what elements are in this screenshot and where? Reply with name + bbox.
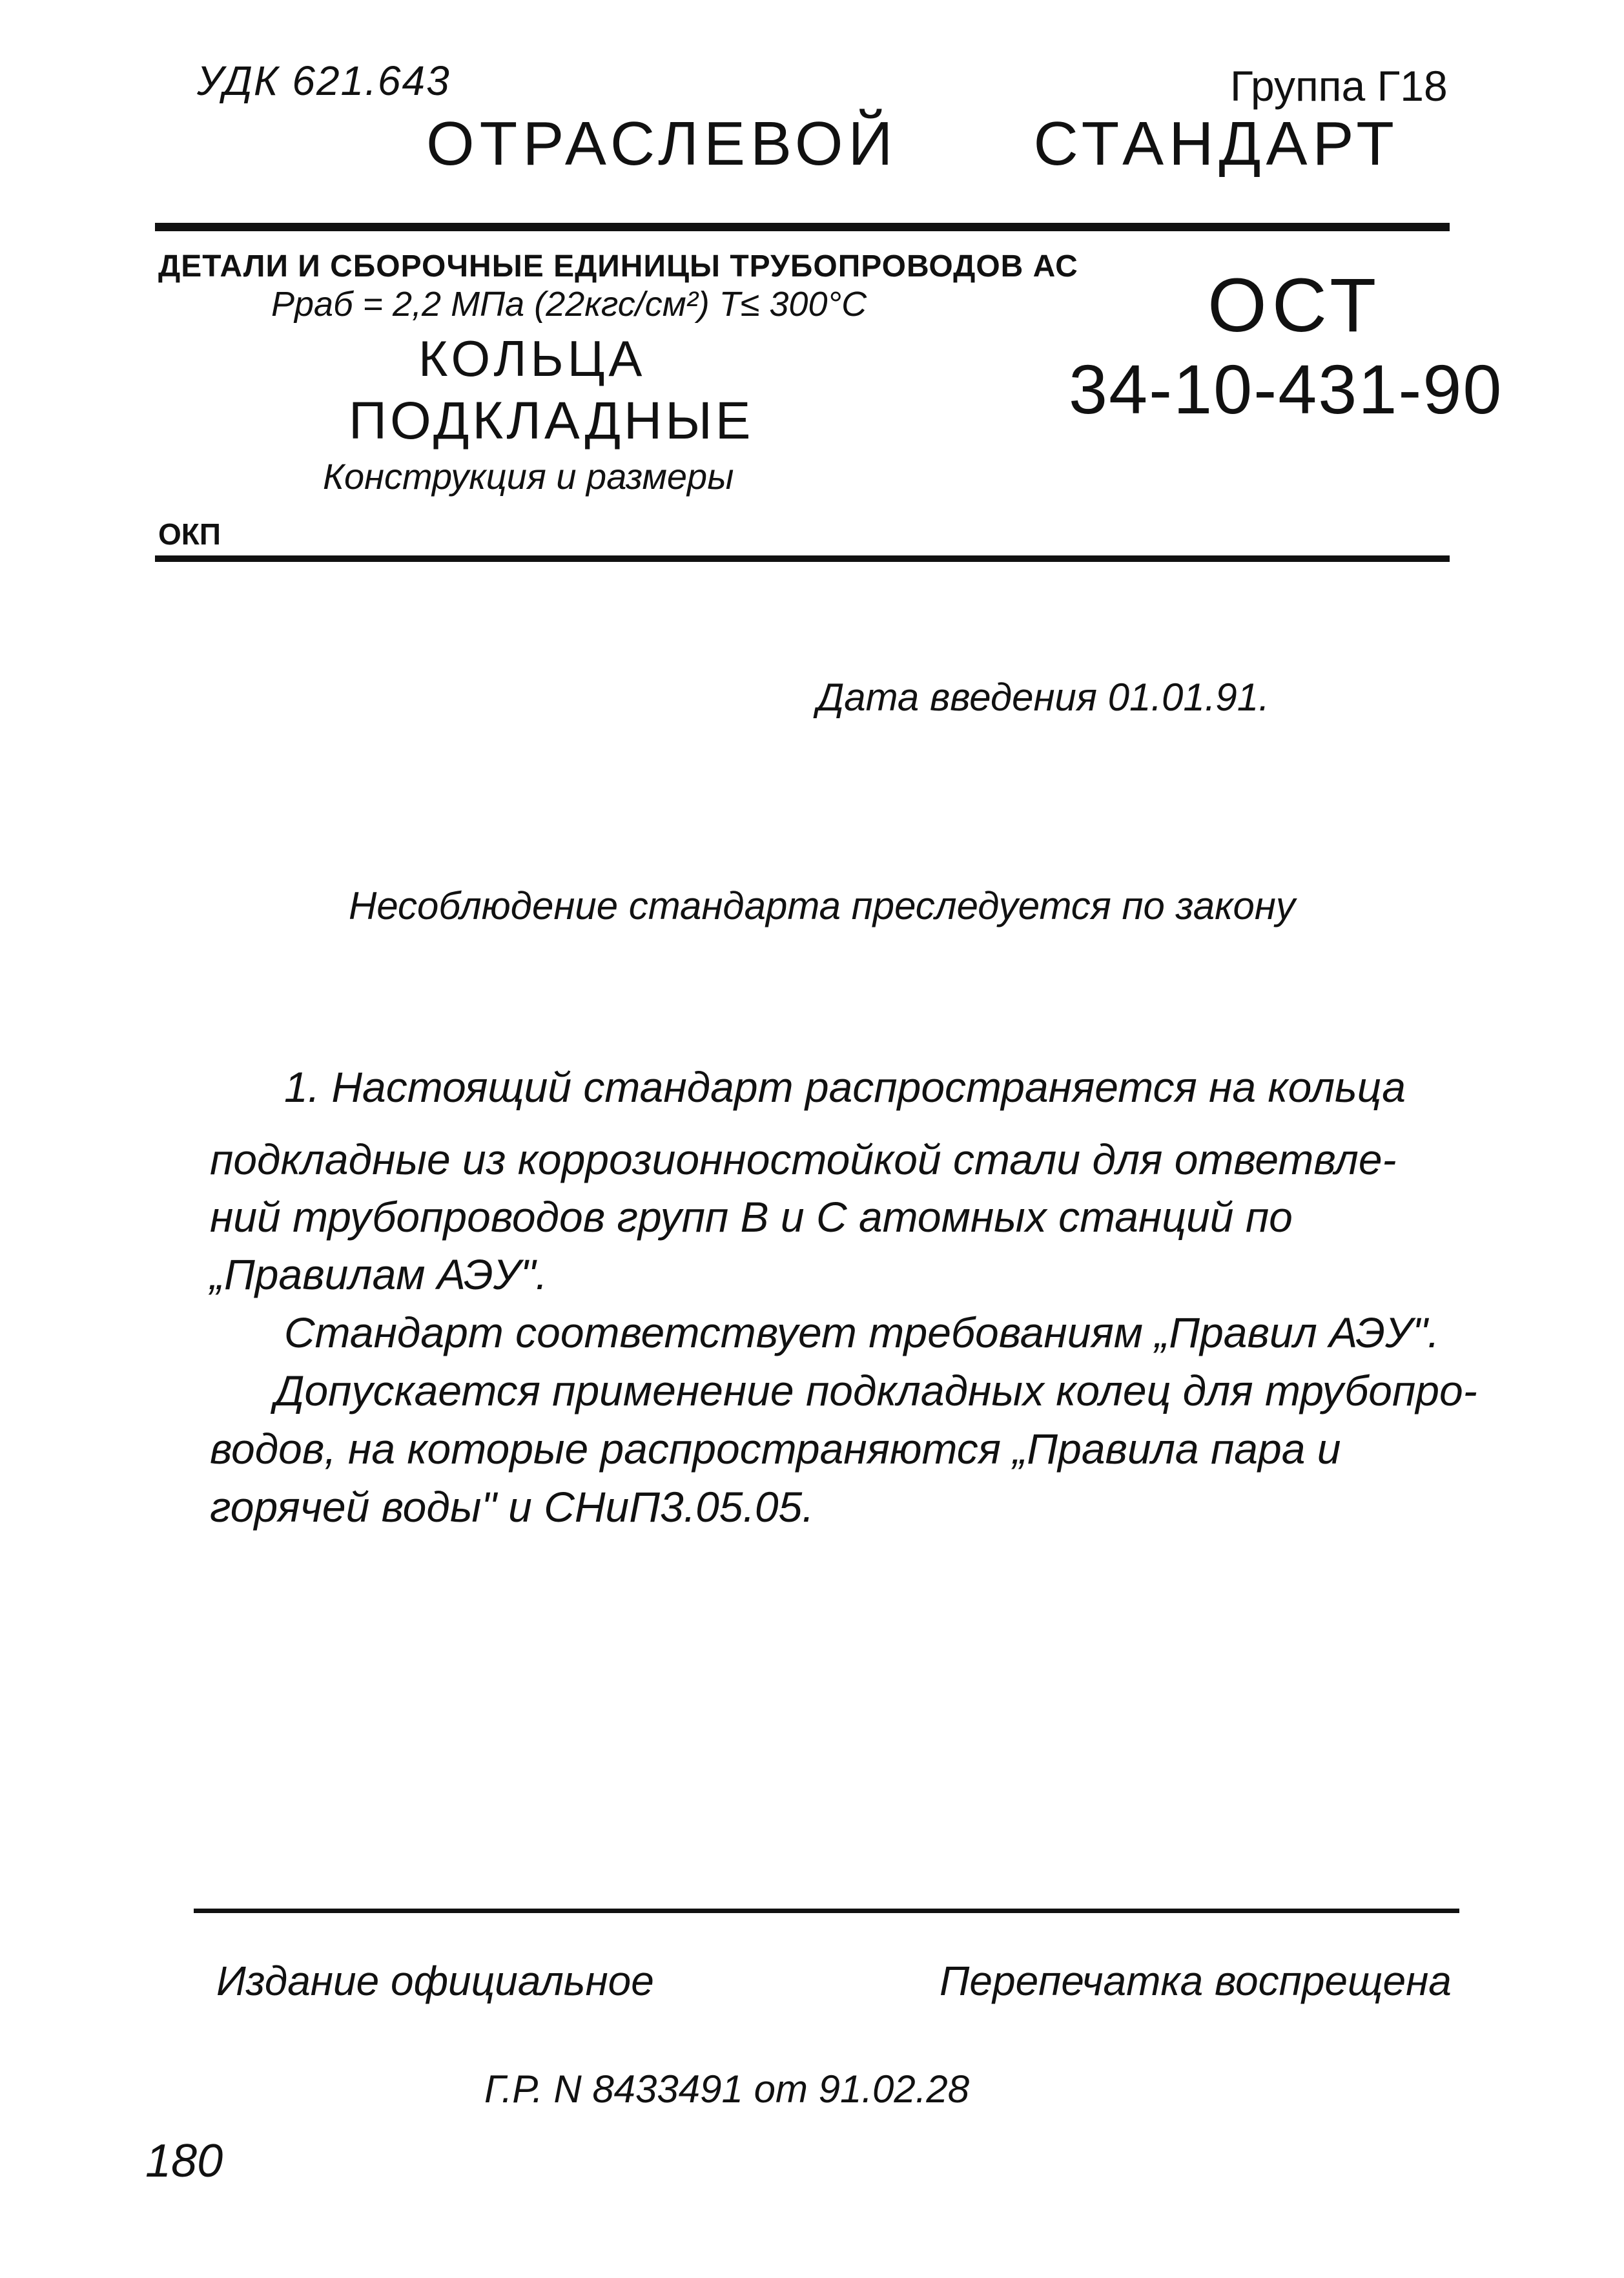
body-line: горячей воды" и СНиП3.05.05. bbox=[210, 1483, 814, 1531]
introduction-date: Дата введения 01.01.91. bbox=[817, 676, 1269, 719]
reprint-notice: Перепечатка воспрещена bbox=[940, 1958, 1452, 2004]
body-line: Стандарт соответствует требованиям „Правил АЭУ". bbox=[284, 1309, 1440, 1356]
law-notice: Несоблюдение стандарта преследуется по закону bbox=[349, 884, 1295, 927]
body-line: „Правилам АЭУ". bbox=[210, 1250, 548, 1298]
top-divider bbox=[155, 223, 1450, 231]
udk-code: УДК 621.643 bbox=[197, 57, 451, 104]
body-line: водов, на которые распространяются „Правила пара и bbox=[210, 1425, 1341, 1473]
standard-type-right: СТАНДАРТ bbox=[1033, 109, 1399, 178]
title-divider bbox=[155, 555, 1450, 562]
body-line: ний трубопроводов групп В и С атомных станций по bbox=[210, 1193, 1293, 1241]
standard-type-left: ОТРАСЛЕВОЙ bbox=[426, 109, 898, 178]
operating-conditions: Pраб = 2,2 МПа (22кгс/см²) T≤ 300°C bbox=[271, 285, 867, 324]
edition-note: Издание официальное bbox=[216, 1958, 654, 2004]
document-title-line-1: КОЛЬЦА bbox=[418, 330, 646, 387]
body-line: подкладные из коррозионностойкой стали для ответвле- bbox=[210, 1135, 1397, 1183]
okp-label: ОКП bbox=[158, 517, 221, 551]
document-subtitle-2: Конструкция и размеры bbox=[323, 456, 734, 497]
footer-divider bbox=[194, 1909, 1459, 1913]
document-title-line-2: ПОДКЛАДНЫЕ bbox=[349, 391, 754, 450]
ost-number: 34-10-431-90 bbox=[1069, 350, 1503, 428]
group-code: Группа Г18 bbox=[1230, 62, 1448, 110]
ost-label: ОСТ bbox=[1208, 263, 1382, 348]
body-line: Допускается применение подкладных колец для трубопро- bbox=[274, 1367, 1477, 1414]
standard-type-heading bbox=[426, 109, 1535, 180]
document-subtitle: ДЕТАЛИ И СБОРОЧНЫЕ ЕДИНИЦЫ ТРУБОПРОВОДОВ АС bbox=[158, 249, 1078, 284]
page-number: 180 bbox=[145, 2135, 223, 2187]
registration-number: Г.Р. N 8433491 от 91.02.28 bbox=[484, 2067, 970, 2111]
body-line: 1. Настоящий стандарт распространяется на кольца bbox=[284, 1063, 1406, 1111]
